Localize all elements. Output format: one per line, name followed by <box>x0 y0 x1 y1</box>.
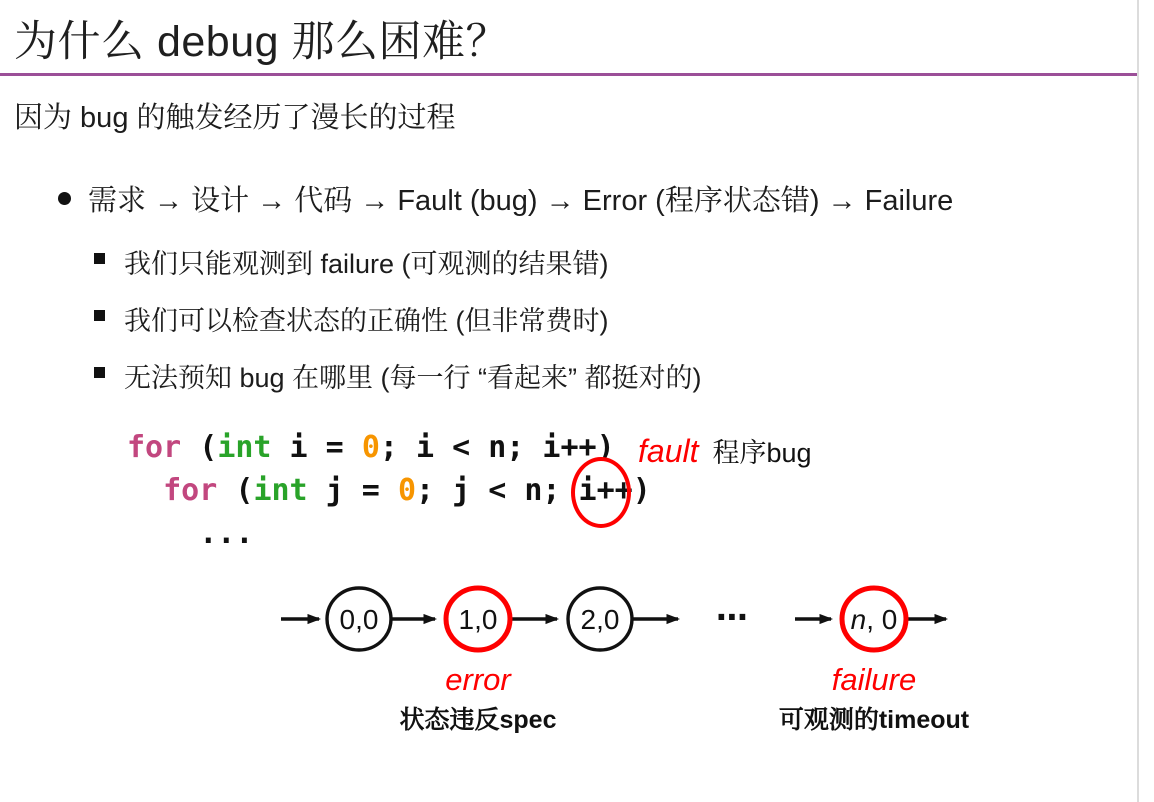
state-label: 1,0 <box>458 604 498 635</box>
fault-annotation <box>638 431 812 470</box>
code-text: ( <box>217 473 254 508</box>
code-line-3 <box>127 512 651 555</box>
intro-text: 因为 bug 的触发经历了漫长的过程 <box>14 102 456 134</box>
square-bullet-icon <box>94 367 105 378</box>
code-line-1 <box>127 426 651 469</box>
fault-circle-highlight <box>571 457 631 528</box>
state-label-final <box>851 604 898 635</box>
sub-bullet-check-state <box>94 299 608 338</box>
code-text: ( <box>181 430 218 465</box>
state-var-rest: , 0 <box>866 604 898 635</box>
state-diagram <box>278 578 978 738</box>
slide-title: 为什么 debug 那么困难？ <box>14 18 509 66</box>
keyword-for: for <box>163 473 218 508</box>
fault-label: fault <box>638 433 699 469</box>
process-bullet <box>58 178 953 219</box>
error-note: 状态违反spec <box>399 706 557 734</box>
keyword-int: int <box>253 473 308 508</box>
number-literal: 0 <box>397 473 416 508</box>
code-text: ; i < n; i++) <box>379 430 615 465</box>
code-text: j = <box>307 473 398 508</box>
title-underline <box>0 73 1137 76</box>
failure-note: 可观测的timeout <box>778 706 970 734</box>
keyword-int: int <box>217 430 272 465</box>
ellipsis-dots: ⋯ <box>716 599 748 635</box>
code-text: i = <box>271 430 362 465</box>
square-bullet-icon <box>94 310 105 321</box>
error-label: error <box>445 662 511 697</box>
sub-bullet-text: 我们只能观测到 failure (可观测的结果错) <box>124 249 609 279</box>
slide-right-border <box>1137 0 1139 802</box>
sub-bullet-observe-failure <box>94 242 609 281</box>
number-literal: 0 <box>361 430 380 465</box>
state-label: 2,0 <box>580 604 620 635</box>
keyword-for: for <box>127 430 182 465</box>
code-text: ... <box>127 516 254 551</box>
fault-note: 程序bug <box>712 438 812 468</box>
process-flow-text: 需求 → 设计 → 代码 → Fault (bug) → Error (程序状态错) → Failure <box>88 185 954 217</box>
state-var-n: n <box>850 604 867 635</box>
state-label: 0,0 <box>339 604 379 635</box>
code-indent <box>127 473 163 508</box>
sub-bullet-text: 无法预知 bug 在哪里 (每一行 “看起来” 都挺对的) <box>124 363 702 393</box>
sub-bullet-text: 我们可以检查状态的正确性 (但非常费时) <box>124 306 609 336</box>
sub-bullet-unknown-bug-location <box>94 356 702 395</box>
code-text: ; j < n; i++) <box>416 473 651 508</box>
failure-label: failure <box>831 662 917 697</box>
square-bullet-icon <box>94 253 105 264</box>
bullet-dot-icon <box>58 192 71 205</box>
